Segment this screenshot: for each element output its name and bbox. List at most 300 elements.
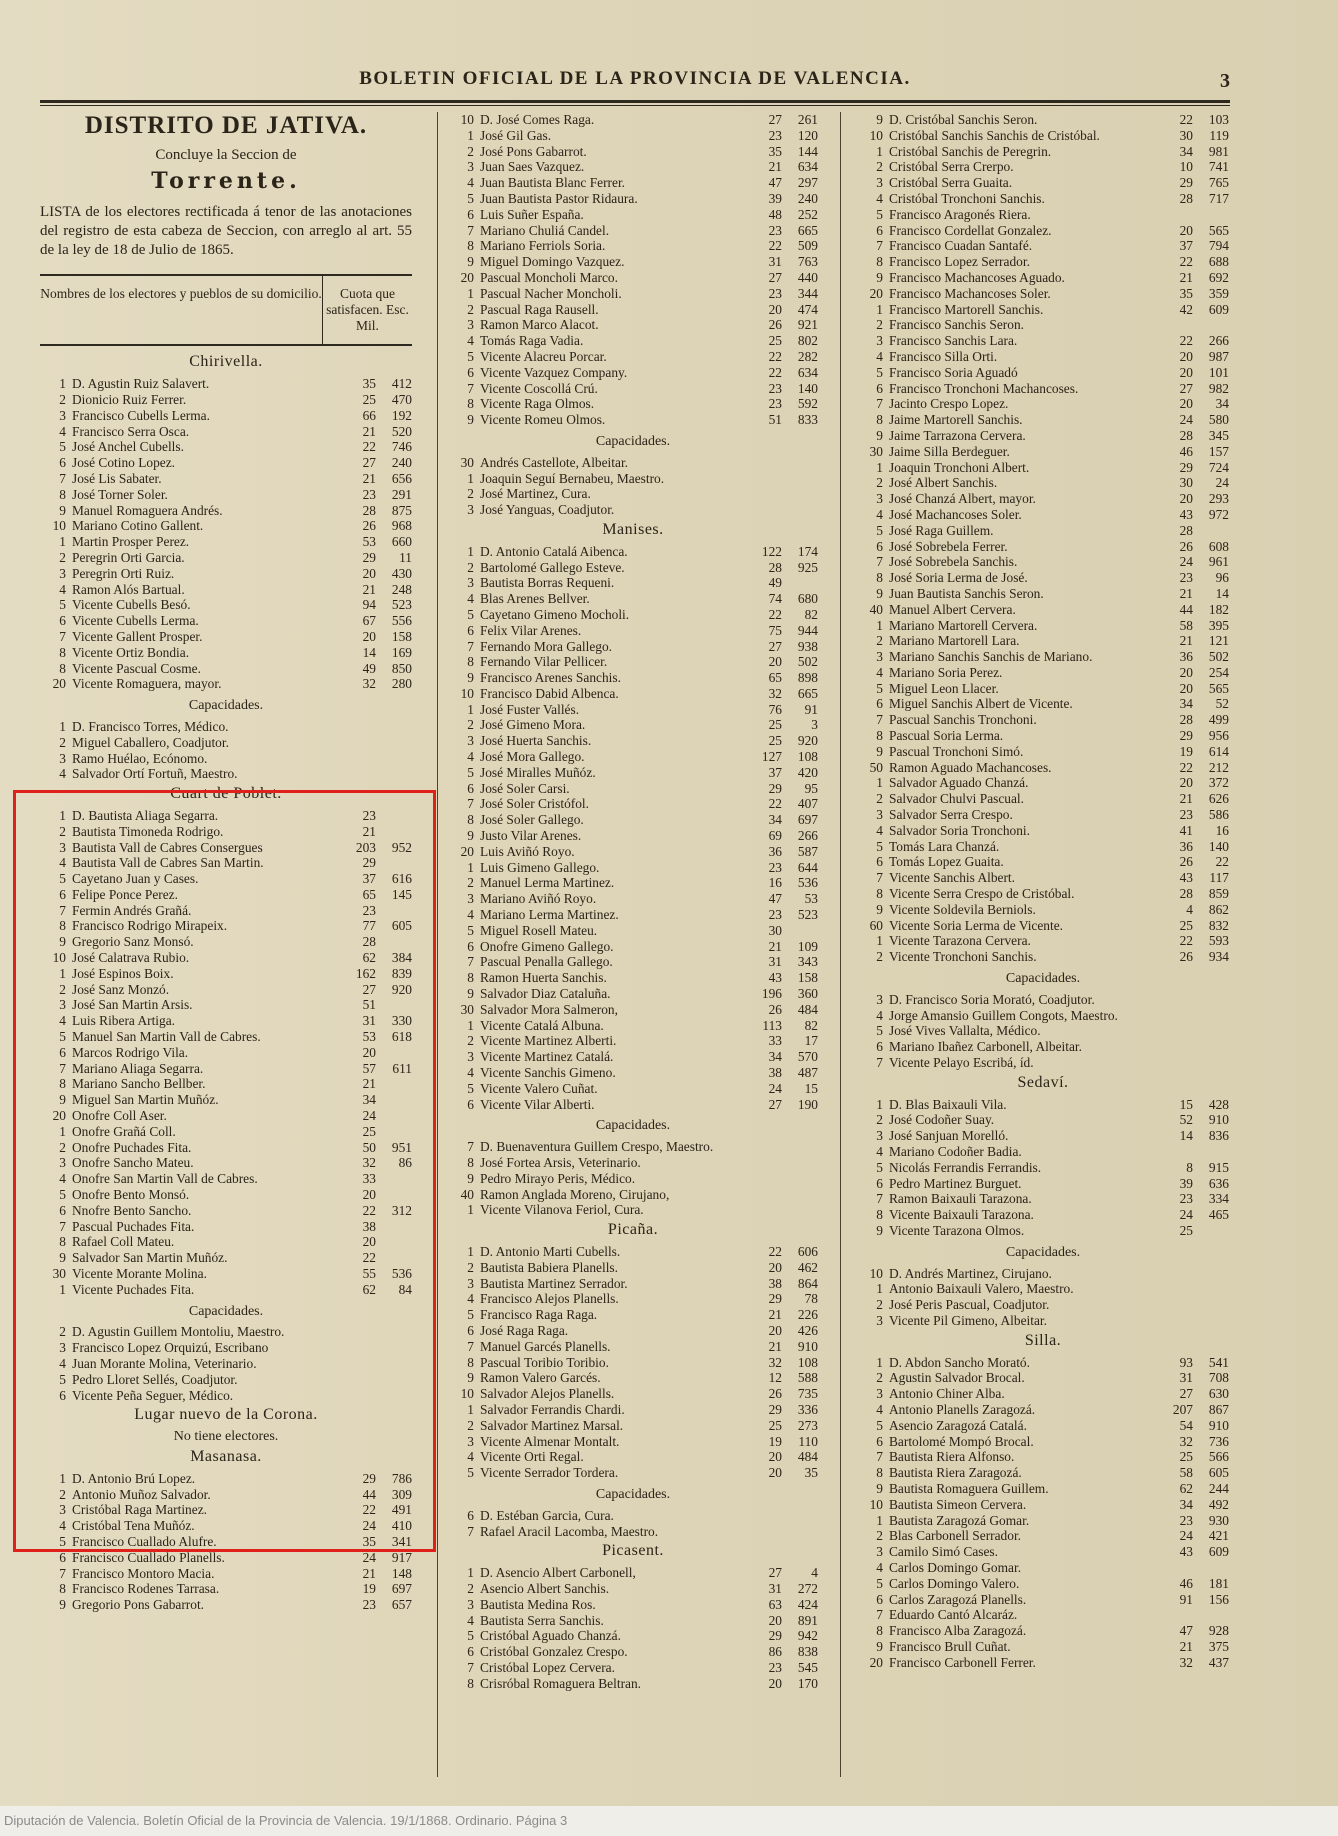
row-number: 6	[876, 222, 883, 238]
cuota-milesimas: 291	[391, 486, 412, 502]
row-number: 1	[876, 301, 883, 317]
row-number: 7	[876, 554, 883, 570]
elector-row	[857, 1434, 1229, 1450]
row-number: 8	[876, 728, 883, 744]
cuota-escudos: 20	[768, 1465, 782, 1481]
row-number: 9	[876, 1480, 883, 1496]
town-heading: Masanasa.	[190, 1447, 262, 1465]
elector-name: Joaquin Tronchoni Albert.	[889, 459, 1030, 475]
row-number: 2	[467, 559, 474, 575]
elector-name: Salvador San Martin Muñóz.	[72, 1250, 228, 1266]
cuota-escudos: 20	[1179, 364, 1193, 380]
cuota-escudos	[1159, 1313, 1193, 1329]
row-number: 4	[876, 1007, 883, 1023]
row-number: 1	[467, 1017, 474, 1033]
cuota-escudos: 27	[768, 112, 782, 127]
elector-name: Miguel Caballero, Coadjutor.	[72, 734, 229, 750]
row-number: 3	[59, 407, 66, 423]
cuota-escudos: 15	[1179, 1096, 1193, 1112]
elector-row	[448, 286, 818, 302]
cuota-escudos: 19	[362, 1581, 376, 1597]
cuota-milesimas: 462	[797, 1259, 818, 1275]
cuota-milesimas: 928	[1208, 1623, 1229, 1639]
column-divider	[437, 112, 438, 1777]
cuota-escudos	[342, 751, 376, 767]
elector-name: Carlos Domingo Valero.	[889, 1575, 1020, 1591]
cuota-milesimas: 934	[1208, 949, 1229, 965]
cuota-milesimas: 609	[1208, 1544, 1229, 1560]
capacidades-heading: Capacidades.	[188, 1303, 264, 1319]
cuota-milesimas: 11	[399, 549, 412, 565]
cuota-milesimas: 145	[391, 886, 412, 902]
elector-name: Francisco Carbonell Ferrer.	[889, 1654, 1036, 1670]
cuota-escudos: 21	[1179, 791, 1193, 807]
elector-row	[857, 554, 1229, 570]
elector-name: Bartolomé Mompó Brocal.	[889, 1433, 1034, 1449]
elector-row	[857, 144, 1229, 160]
cuota-milesimas: 502	[797, 654, 818, 670]
cuota-milesimas: 312	[391, 1202, 412, 1218]
capacidades-heading: Capacidades.	[1005, 1244, 1081, 1260]
elector-name: Pedro Mirayo Peris, Médico.	[480, 1170, 636, 1186]
elector-name: Vicente Romaguera, mayor.	[72, 676, 222, 692]
elector-name: Francisco Soria Aguadó	[889, 364, 1018, 380]
row-number: 4	[59, 766, 66, 782]
cuota-milesimas: 95	[804, 780, 818, 796]
row-number: 9	[467, 828, 474, 844]
row-number: 10	[869, 1265, 883, 1281]
cuota-milesimas: 545	[797, 1659, 818, 1675]
row-number: 8	[467, 1155, 474, 1170]
cuota-escudos: 43	[1179, 1544, 1193, 1560]
elector-name: Francisco Serra Osca.	[72, 423, 190, 439]
elector-name: Vicente Baixauli Tarazona.	[889, 1207, 1034, 1223]
elector-row	[857, 791, 1229, 807]
section-name: Torrente.	[151, 167, 301, 194]
row-number: 5	[59, 1371, 66, 1387]
row-number: 60	[869, 917, 883, 933]
cuota-escudos: 29	[1179, 459, 1193, 475]
cuota-escudos: 162	[355, 965, 376, 981]
elector-name: José Chanzá Albert, mayor.	[889, 491, 1036, 507]
cuota-escudos: 29	[362, 549, 376, 565]
elector-name: Ramon Marco Alacot.	[480, 317, 599, 333]
elector-name: José Gimeno Mora.	[480, 717, 586, 733]
elector-name: Salvador Alejos Planells.	[480, 1386, 615, 1402]
elector-row	[857, 1039, 1229, 1055]
cuota-milesimas: 523	[797, 907, 818, 923]
elector-name: Pascual Tronchoni Simó.	[889, 743, 1024, 759]
elector-row	[448, 1613, 818, 1629]
cuota-milesimas: 536	[797, 875, 818, 891]
row-number: 6	[59, 613, 66, 629]
row-number: 20	[52, 1108, 66, 1124]
cuota-escudos: 14	[362, 644, 376, 660]
cuota-escudos: 34	[1179, 1496, 1193, 1512]
cuota-milesimas: 961	[1208, 554, 1229, 570]
row-number: 3	[467, 733, 474, 749]
elector-row	[448, 238, 818, 254]
elector-name: Bautista Timoneda Rodrigo.	[72, 823, 224, 839]
row-number: 1	[467, 1401, 474, 1417]
cuota-escudos: 21	[768, 1307, 782, 1323]
elector-name: Luis Gimeno Gallego.	[480, 859, 600, 875]
cuota-milesimas	[1193, 1008, 1229, 1024]
row-number: 7	[876, 396, 883, 412]
elector-row	[857, 1623, 1229, 1639]
elector-name: José Soria Lerma de José.	[889, 570, 1028, 586]
cuota-milesimas: 96	[1215, 570, 1229, 586]
elector-name: Bautista Babiera Planells.	[480, 1259, 618, 1275]
elector-row	[448, 1676, 818, 1692]
cuota-escudos: 43	[1179, 506, 1193, 522]
row-number: 2	[467, 143, 474, 159]
cuota-escudos: 21	[1179, 585, 1193, 601]
cuota-escudos: 20	[768, 1259, 782, 1275]
elector-row	[857, 665, 1229, 681]
elector-row	[857, 1176, 1229, 1192]
cuota-milesimas: 487	[797, 1065, 818, 1081]
elector-name: Bartolomé Gallego Esteve.	[480, 559, 625, 575]
row-number: 8	[467, 970, 474, 986]
cuota-escudos: 93	[1179, 1354, 1193, 1370]
row-number: 5	[467, 1628, 474, 1644]
elector-name: Fernando Vilar Pellicer.	[480, 654, 608, 670]
cuota-escudos: 32	[362, 1155, 376, 1171]
elector-row	[40, 566, 412, 582]
cuota-escudos	[748, 455, 782, 471]
cuota-escudos: 25	[1179, 1222, 1193, 1238]
cuota-milesimas: 190	[797, 1096, 818, 1112]
elector-name: Vicente Pascual Cosme.	[72, 660, 201, 676]
cuota-escudos: 23	[768, 285, 782, 301]
elector-name: Francisco Cuallado Alufre.	[72, 1533, 217, 1549]
cuota-escudos: 20	[1179, 222, 1193, 238]
cuota-milesimas: 35	[804, 1465, 818, 1481]
cuota-milesimas: 566	[1208, 1449, 1229, 1465]
cuota-milesimas: 565	[1208, 222, 1229, 238]
elector-name: Francisco Sanchis Seron.	[889, 317, 1024, 333]
elector-row	[448, 175, 818, 191]
elector-row	[448, 1244, 818, 1260]
row-number: 7	[876, 238, 883, 254]
cuota-milesimas: 509	[797, 238, 818, 254]
elector-name: Bautista Borras Requeni.	[480, 575, 615, 591]
row-number: 9	[59, 934, 66, 950]
cuota-milesimas: 917	[391, 1549, 412, 1565]
elector-name: Asencio Albert Sanchis.	[480, 1580, 610, 1596]
cuota-escudos: 19	[768, 1433, 782, 1449]
elector-row	[857, 933, 1229, 949]
elector-name: D. Estéban Garcia, Cura.	[480, 1507, 614, 1523]
row-number: 4	[59, 1356, 66, 1371]
elector-row	[40, 503, 412, 519]
cuota-escudos: 22	[1179, 112, 1193, 127]
cuota-milesimas: 344	[797, 285, 818, 301]
cuota-escudos: 91	[1179, 1591, 1193, 1607]
elector-row	[857, 112, 1229, 128]
cuota-escudos	[748, 1202, 782, 1218]
intro-paragraph: LISTA de los electores rectificada á tenor de las anotaciones del registro de esta cabeza de Seccion, con arreglo al art. 55 de la ley de 18 de Julio de 1865.	[40, 204, 412, 259]
cuota-milesimas: 266	[797, 828, 818, 844]
elector-name: D. Blas Baixauli Vila.	[889, 1096, 1007, 1112]
row-number: 5	[467, 606, 474, 622]
elector-name: Vicente Vilar Alberti.	[480, 1096, 595, 1112]
cuota-escudos: 63	[768, 1596, 782, 1612]
elector-row	[857, 823, 1229, 839]
elector-name: Francisco Alba Zaragozá.	[889, 1623, 1027, 1639]
row-number: 7	[59, 1218, 66, 1234]
row-number: 2	[876, 159, 883, 175]
cuota-milesimas: 341	[391, 1533, 412, 1549]
concluye-text: Concluye la Seccion de	[155, 146, 297, 163]
row-number: 1	[59, 376, 66, 392]
cuota-milesimas: 330	[391, 1013, 412, 1029]
row-number: 9	[59, 502, 66, 518]
row-number: 5	[59, 1187, 66, 1203]
cuota-milesimas: 735	[797, 1386, 818, 1402]
row-number: 7	[876, 1191, 883, 1207]
elector-row	[448, 812, 818, 828]
cuota-milesimas: 765	[1208, 175, 1229, 191]
cuota-milesimas	[1193, 1297, 1229, 1313]
cuota-milesimas: 121	[1208, 633, 1229, 649]
cuota-escudos: 43	[1179, 870, 1193, 886]
cuota-milesimas: 981	[1208, 143, 1229, 159]
elector-row	[448, 1155, 818, 1171]
cuota-escudos: 55	[362, 1266, 376, 1282]
elector-name: Vicente Tarazona Olmos.	[889, 1222, 1025, 1238]
row-number: 5	[876, 1023, 883, 1039]
elector-name: Nicolás Ferrandis Ferrandis.	[889, 1159, 1042, 1175]
row-number: 10	[869, 1496, 883, 1512]
row-number: 7	[467, 1139, 474, 1155]
elector-row	[448, 733, 818, 749]
cuota-escudos: 29	[362, 855, 376, 871]
row-number: 9	[467, 1170, 474, 1186]
row-number: 1	[59, 807, 66, 823]
cuota-escudos	[1159, 207, 1193, 223]
cuota-milesimas	[782, 1187, 818, 1203]
elector-name: Bautista Medina Ros.	[480, 1596, 596, 1612]
elector-name: Pascual Puchades Fita.	[72, 1218, 195, 1234]
elector-name: José Sanjuan Morelló.	[889, 1128, 1009, 1144]
row-number: 5	[876, 1417, 883, 1433]
cuota-milesimas: 688	[1208, 254, 1229, 270]
cuota-escudos: 26	[1179, 854, 1193, 870]
row-number: 5	[59, 597, 66, 613]
cuota-milesimas: 862	[1208, 901, 1229, 917]
elector-row	[448, 1018, 818, 1034]
cuota-milesimas: 84	[398, 1281, 412, 1297]
elector-name: Cristóbal Serra Crerpo.	[889, 159, 1014, 175]
row-number: 5	[59, 1029, 66, 1045]
row-number: 6	[876, 380, 883, 396]
elector-name: Vicente Tronchoni Sanchis.	[889, 949, 1037, 965]
row-number: 4	[467, 175, 474, 191]
cuota-milesimas: 157	[1208, 443, 1229, 459]
elector-name: Miguel Sanchis Albert de Vicente.	[889, 696, 1073, 712]
elector-name: José Yanguas, Coadjutor.	[480, 502, 615, 518]
row-number: 9	[467, 412, 474, 428]
elector-name: D. Buenaventura Guillem Crespo, Maestro.	[480, 1139, 714, 1155]
cuota-milesimas: 987	[1208, 348, 1229, 364]
cuota-escudos: 29	[362, 1470, 376, 1486]
elector-row	[40, 629, 412, 645]
cuota-escudos: 20	[362, 1044, 376, 1060]
elector-row	[448, 575, 818, 591]
elector-name: Vicente Coscollá Crú.	[480, 380, 598, 396]
elector-name: Juan Bautista Blanc Ferrer.	[480, 175, 626, 191]
elector-name: Tomás Lopez Guaita.	[889, 854, 1004, 870]
cuota-milesimas: 491	[391, 1502, 412, 1518]
cuota-escudos: 19	[1179, 743, 1193, 759]
cuota-escudos: 127	[761, 749, 782, 765]
row-number: 1	[467, 543, 474, 559]
cuota-milesimas	[376, 719, 412, 735]
row-number: 6	[876, 696, 883, 712]
cuota-milesimas: 226	[797, 1307, 818, 1323]
elector-name: Luis Ribera Artiga.	[72, 1013, 176, 1029]
row-number: 7	[59, 1060, 66, 1076]
row-number: 1	[876, 459, 883, 475]
cuota-milesimas: 972	[1208, 506, 1229, 522]
elector-name: José Sanz Monzó.	[72, 981, 170, 997]
cuota-escudos: 49	[768, 575, 782, 591]
cuota-milesimas	[782, 575, 818, 591]
town-heading: Manises.	[602, 520, 664, 538]
cuota-escudos: 21	[768, 938, 782, 954]
row-number: 6	[467, 1644, 474, 1660]
cuota-escudos: 47	[768, 175, 782, 191]
row-number: 7	[876, 870, 883, 886]
cuota-escudos: 31	[768, 1580, 782, 1596]
elector-name: José Mora Gallego.	[480, 749, 585, 765]
row-number: 6	[467, 938, 474, 954]
cuota-escudos: 20	[1179, 775, 1193, 791]
elector-name: Eduardo Cantó Alcaráz.	[889, 1607, 1018, 1623]
cuota-escudos: 23	[768, 859, 782, 875]
note-text: No tiene electores.	[173, 1429, 279, 1445]
row-number: 3	[467, 1596, 474, 1612]
page-number: 3	[1220, 70, 1230, 92]
elector-name: Vicente Sanchis Albert.	[889, 870, 1016, 886]
cuota-escudos: 31	[768, 954, 782, 970]
elector-row	[448, 654, 818, 670]
elector-row	[448, 128, 818, 144]
elector-name: José Martinez, Cura.	[480, 486, 591, 502]
cuota-escudos: 22	[768, 606, 782, 622]
elector-row	[448, 670, 818, 686]
elector-name: D. Agustin Guillem Montoliu, Maestro.	[72, 1324, 285, 1340]
elector-name: Francisco Silla Orti.	[889, 348, 998, 364]
elector-row	[448, 954, 818, 970]
elector-row	[448, 1355, 818, 1371]
elector-name: Vicente Vazquez Company.	[480, 364, 628, 380]
cuota-milesimas	[376, 751, 412, 767]
row-number: 3	[467, 1433, 474, 1449]
row-number: 40	[460, 1186, 474, 1202]
row-number: 1	[876, 1096, 883, 1112]
elector-name: Miguel Rosell Mateu.	[480, 922, 598, 938]
row-number: 7	[876, 1055, 883, 1071]
row-number: 2	[59, 823, 66, 839]
cuota-escudos	[748, 1171, 782, 1187]
elector-name: Juan Bautista Pastor Ridaura.	[480, 190, 638, 206]
row-number: 6	[59, 1202, 66, 1218]
cuota-escudos: 58	[1179, 1465, 1193, 1481]
elector-row	[448, 1449, 818, 1465]
elector-row	[448, 1171, 818, 1187]
row-number: 4	[467, 1065, 474, 1081]
elector-name: Miguel Leon Llacer.	[889, 680, 999, 696]
elector-row	[857, 1097, 1229, 1113]
cuota-escudos	[748, 486, 782, 502]
elector-name: D. Antonio Catalá Aibenca.	[480, 543, 628, 559]
row-number: 4	[876, 506, 883, 522]
cuota-escudos: 86	[768, 1644, 782, 1660]
elector-name: Mariano Codoñer Badia.	[889, 1144, 1022, 1159]
cuota-milesimas: 158	[391, 628, 412, 644]
cuota-escudos: 23	[362, 1597, 376, 1613]
row-number: 2	[467, 717, 474, 733]
cuota-escudos: 46	[1179, 443, 1193, 459]
cuota-escudos: 26	[1179, 538, 1193, 554]
row-number: 3	[467, 891, 474, 907]
elector-name: Vicente Cubells Lerma.	[72, 613, 199, 629]
cuota-escudos: 37	[768, 764, 782, 780]
row-number: 1	[876, 1512, 883, 1528]
elector-name: Vicente Puchades Fita.	[72, 1281, 195, 1297]
cuota-milesimas: 833	[797, 412, 818, 428]
cuota-milesimas: 588	[797, 1370, 818, 1386]
cuota-milesimas	[1193, 1223, 1229, 1239]
elector-row	[448, 471, 818, 487]
cuota-escudos: 49	[362, 660, 376, 676]
cuota-milesimas	[1193, 1281, 1229, 1297]
row-number: 9	[876, 269, 883, 285]
cuota-milesimas: 17	[804, 1033, 818, 1049]
elector-name: Francisco Montoro Macia.	[72, 1565, 215, 1581]
row-number: 5	[876, 364, 883, 380]
elector-name: Vicente Valero Cuñat.	[480, 1080, 598, 1096]
elector-name: José Torner Soler.	[72, 486, 168, 502]
cuota-milesimas: 502	[1208, 649, 1229, 665]
cuota-milesimas: 618	[391, 1029, 412, 1045]
elector-name: Bautista Martinez Serrador.	[480, 1275, 628, 1291]
cuota-milesimas: 891	[797, 1612, 818, 1628]
elector-name: Salvador Chulvi Pascual.	[889, 791, 1025, 807]
cuota-escudos: 22	[1179, 759, 1193, 775]
cuota-milesimas: 395	[1208, 617, 1229, 633]
cuota-escudos: 203	[355, 839, 376, 855]
row-number: 2	[59, 981, 66, 997]
cuota-escudos: 39	[1179, 1175, 1193, 1191]
elector-row	[857, 317, 1229, 333]
elector-row	[857, 286, 1229, 302]
row-number: 7	[467, 1338, 474, 1354]
cuota-milesimas: 174	[797, 543, 818, 559]
cuota-escudos: 32	[768, 685, 782, 701]
elector-name: Nnofre Bento Sancho.	[72, 1202, 192, 1218]
elector-name: Vicente Martinez Catalá.	[480, 1049, 614, 1065]
cuota-milesimas: 910	[1208, 1417, 1229, 1433]
elector-row	[857, 886, 1229, 902]
cuota-escudos: 35	[768, 143, 782, 159]
row-number: 8	[59, 1076, 66, 1092]
cuota-escudos: 23	[768, 127, 782, 143]
elector-name: Cristóbal Sanchis de Peregrin.	[889, 143, 1052, 159]
